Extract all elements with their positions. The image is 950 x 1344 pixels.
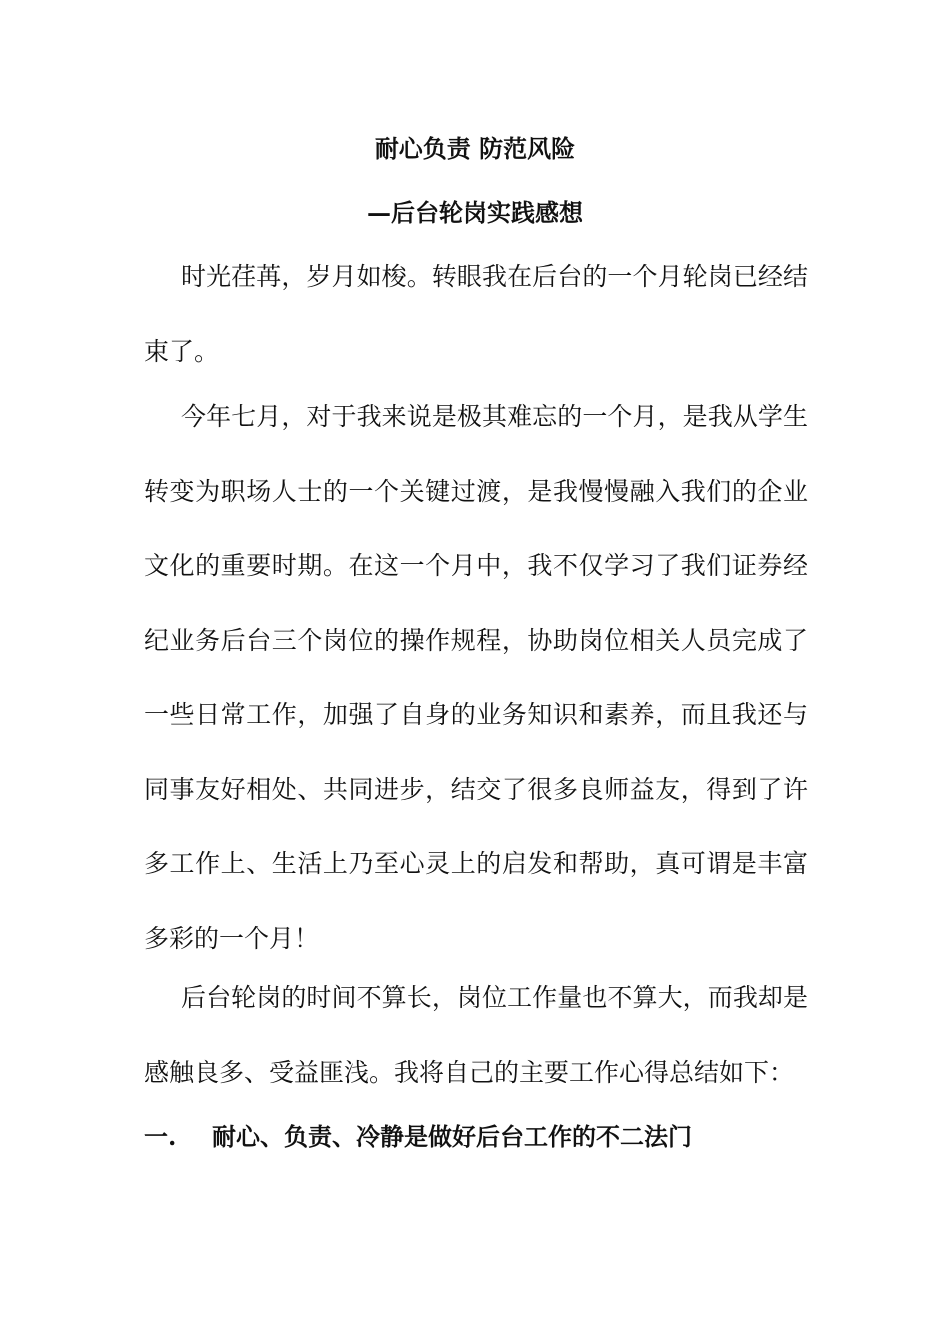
section-heading-text: 耐心、负责、冷静是做好后台工作的不二法门 bbox=[212, 1122, 692, 1151]
document-title: 耐心负责 防范风险 bbox=[374, 134, 576, 163]
document-subtitle: —后台轮岗实践感想 bbox=[367, 198, 583, 227]
body-paragraph: 今年七月，对于我来说是极其难忘的一个月，是我从学生转变为职场人士的一个关键过渡，是我慢慢融入我们的企业文化的重要时期。在这一个月中，我不仅学习了我们证券经纪业务后台三个岗位的操作规程，协助岗位相关人员完成了一些日常工作，加强了自身的业务知识和素养，而且我还与同事友好相处、共同进步，结交了很多良师益友，得到了许多工作上、生活上乃至心灵上的启发和帮助，真可谓是丰富多彩的一个月！ bbox=[144, 402, 808, 953]
section-heading bbox=[144, 1121, 808, 1153]
body-paragraph: 后台轮岗的时间不算长，岗位工作量也不算大，而我却是感触良多、受益匪浅。我将自己的主要工作心得总结如下： bbox=[144, 983, 808, 1087]
paragraph-block-1 bbox=[144, 240, 808, 389]
body-paragraph: 时光荏苒，岁月如梭。转眼我在后台的一个月轮岗已经结束了。 bbox=[144, 262, 808, 366]
paragraph-block-3 bbox=[144, 961, 808, 1110]
paragraph-block-2 bbox=[144, 380, 808, 976]
section-number: 一. bbox=[144, 1122, 177, 1151]
